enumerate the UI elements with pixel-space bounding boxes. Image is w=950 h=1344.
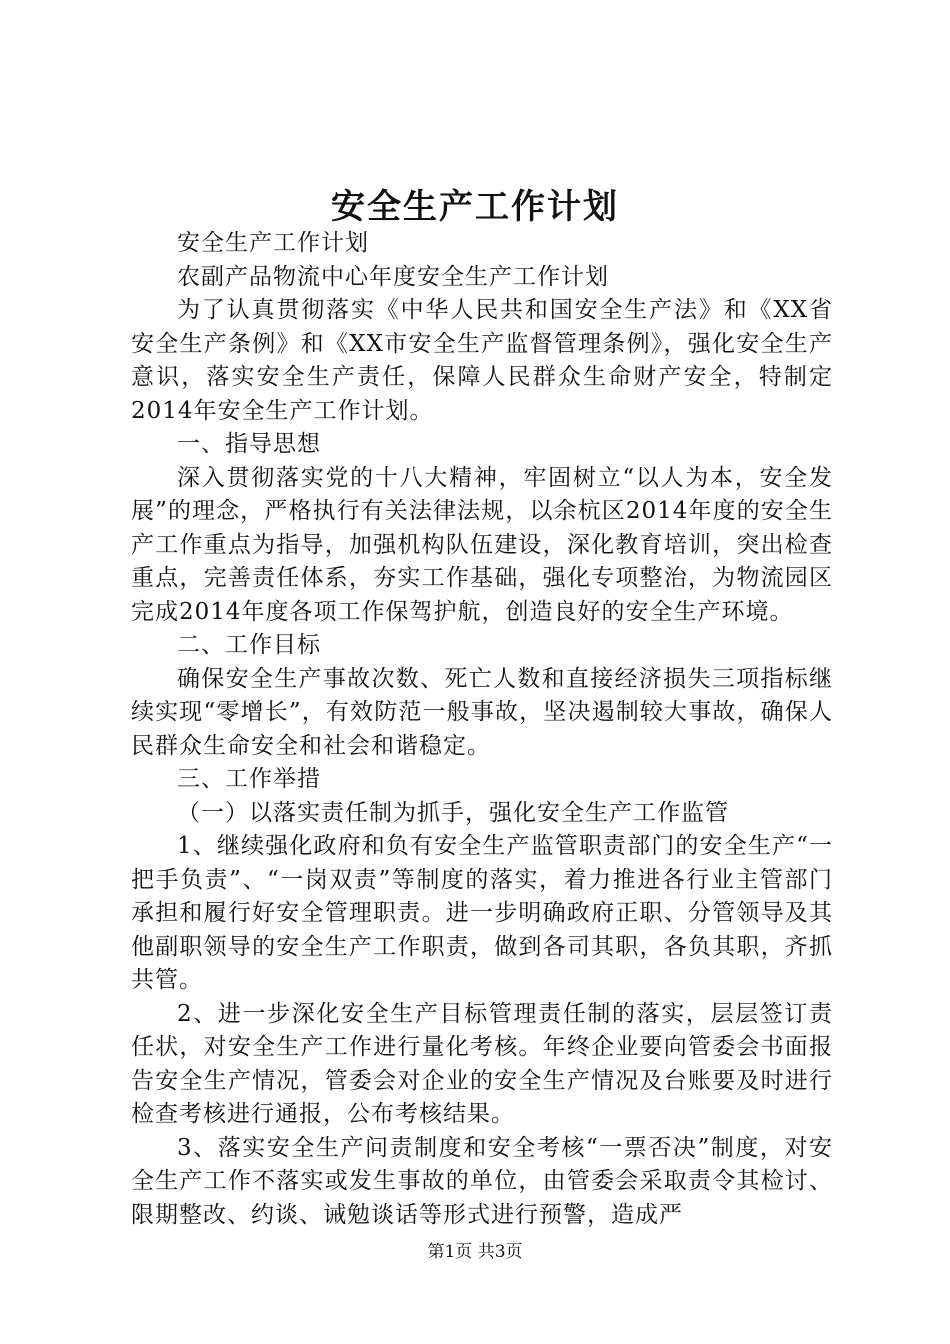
section-heading-guiding-thought: 一、指导思想 xyxy=(177,431,321,457)
document-body xyxy=(131,227,833,1232)
plan-name-paragraph: 农副产品物流中心年度安全生产工作计划 xyxy=(177,263,609,290)
subtitle-paragraph: 安全生产工作计划 xyxy=(177,230,369,256)
subsection-heading-responsibility: （一）以落实责任制为抓手，强化安全生产工作监管 xyxy=(177,799,729,826)
measure-item-2: 2、进一步深化安全生产目标管理责任制的落实，层层签订责任状，对安全生产工作进行量化考核。年终企业要向管委会书面报告安全生产情况，管委会对企业的安全生产情况及台账要及时进行检查考核进行通报，公布考核结果。 xyxy=(131,1000,833,1127)
document-title: 安全生产工作计划 xyxy=(331,187,619,227)
section-heading-work-goals: 二、工作目标 xyxy=(177,632,321,658)
work-goals-paragraph: 确保安全生产事故次数、死亡人数和直接经济损失三项指标继续实现“零增长”，有效防范一般事故，坚决遏制较大事故，确保人民群众生命安全和社会和谐稳定。 xyxy=(131,665,833,759)
measure-item-1: 1、继续强化政府和负有安全生产监管职责部门的安全生产“一把手负责”、“一岗双责”等制度的落实，着力推进各行业主管部门承担和履行好安全管理职责。进一步明确政府正职、分管领导及其他副职领导的安全生产工作职责，做到各司其职，各负其职，齐抓共管。 xyxy=(131,833,833,993)
page-footer: 第1页 共3页 xyxy=(427,1242,523,1262)
guiding-thought-paragraph: 深入贯彻落实党的十八大精神，牢固树立“以人为本，安全发展”的理念，严格执行有关法律法规，以余杭区2014年度的安全生产工作重点为指导，加强机构队伍建设，深化教育培训，突出检查重点，完善责任体系，夯实工作基础，强化专项整治，为物流园区完成2014年度各项工作保驾护航，创造良好的安全生产环境。 xyxy=(131,464,833,625)
intro-paragraph: 为了认真贯彻落实《中华人民共和国安全生产法》和《XX省安全生产条例》和《XX市安全生产监督管理条例》，强化安全生产意识，落实安全生产责任，保障人民群众生命财产安全，特制定2014年安全生产工作计划。 xyxy=(131,297,833,424)
section-heading-work-measures: 三、工作举措 xyxy=(177,766,321,792)
measure-item-3: 3、落实安全生产问责制度和安全考核“一票否决”制度，对安全生产工作不落实或发生事故的单位，由管委会采取责令其检讨、限期整改、约谈、诫勉谈话等形式进行预警，造成严 xyxy=(131,1134,833,1228)
